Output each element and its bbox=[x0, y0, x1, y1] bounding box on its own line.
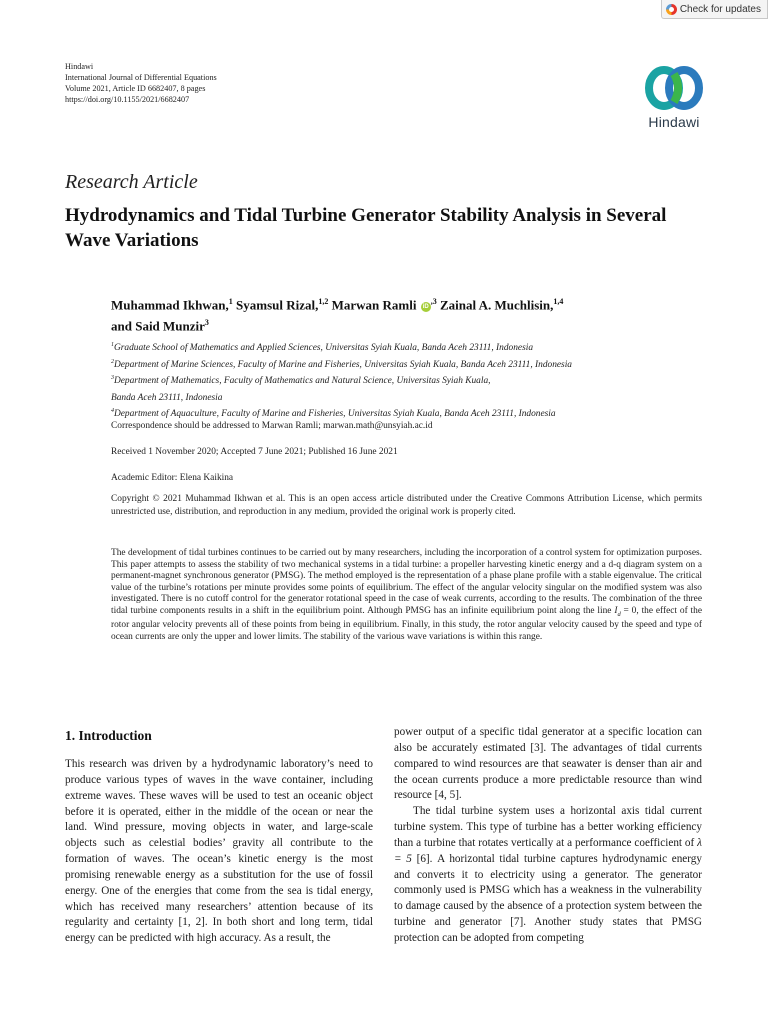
volume-info: Volume 2021, Article ID 6682407, 8 pages bbox=[65, 84, 206, 93]
logo-wordmark: Hindawi bbox=[648, 114, 700, 130]
author-affiliation-sup: 1,4 bbox=[553, 297, 564, 306]
author-list bbox=[111, 293, 711, 336]
affiliation-sup: 3 bbox=[111, 375, 114, 382]
affiliation-text: Graduate School of Mathematics and Applied Sciences, Universitas Syiah Kuala, Banda Aceh 23111, Indonesia bbox=[114, 343, 534, 354]
intro-paragraph: This research was driven by a hydrodynamic laboratory’s need to produce various types of waves in the wave container, including extreme waves. These waves will be used to test an oceanic object before it is operated, either in the middle of the ocean or near the land. Wind pressure, moving objects in water, and large-scale objects such as celestial bodies’ gravity all contribute to the formation of waves. The ocean’s kinetic energy is the most promising renewable energy as a substitution for the use of fossil energy. One of the energies that come from the sea is tidal energy, which has received many researchers’ attention because of its regularity and certainty [1, 2]. In both short and long term, tidal energy can be predicted with high accuracy. As a result, the bbox=[65, 758, 373, 945]
copyright-notice: Copyright © 2021 Muhammad Ikhwan et al. This is an open access article distributed under the Creative Commons Attribution License, which permits unrestricted use, distribution, and reproduction in any medium, provided the original work is properly cited. bbox=[111, 494, 702, 517]
affiliation-text: Banda Aceh 23111, Indonesia bbox=[111, 392, 223, 403]
math-subscript: d bbox=[617, 610, 621, 618]
affiliations bbox=[111, 339, 711, 422]
publication-dates: Received 1 November 2020; Accepted 7 June 2021; Published 16 June 2021 bbox=[111, 447, 398, 457]
affiliation-line bbox=[111, 356, 711, 373]
author-name[interactable]: Syamsul Rizal, bbox=[236, 297, 319, 313]
author-name[interactable]: Zainal A. Muchlisin, bbox=[439, 297, 554, 313]
author-name[interactable]: Muhammad Ikhwan, bbox=[111, 297, 229, 313]
intro-paragraph bbox=[394, 804, 702, 947]
check-for-updates-label: Check for updates bbox=[679, 3, 761, 15]
section-heading: 1. Introduction bbox=[65, 728, 152, 743]
crossmark-icon bbox=[666, 4, 677, 15]
affiliation-text: Department of Aquaculture, Faculty of Marine and Fisheries, Universitas Syiah Kuala, Banda Aceh 23111, Indonesia bbox=[114, 409, 556, 420]
abstract-text: , the effect of the rotor angular velocity prevents all of these points from being in equilibrium. Finally, in this study, the rotor angular velocity caused by the speed and type of ocean currents are only the upper and lower limits. The stability of the various wave variations is within this range. bbox=[111, 605, 702, 643]
orcid-icon[interactable]: iD bbox=[422, 304, 429, 311]
publisher-name: Hindawi bbox=[65, 62, 94, 71]
author-affiliation-sup: 3 bbox=[204, 318, 209, 328]
paragraph-text: The tidal turbine system uses a horizontal axis tidal current turbine system. This type of turbine has a better working efficiency than a turbine that rotates vertically at a performance coefficient of bbox=[394, 805, 702, 849]
left-column bbox=[65, 727, 373, 947]
correspondence: Correspondence should be addressed to Marwan Ramli; marwan.math@unsyiah.ac.id bbox=[111, 421, 433, 431]
author-affiliation-sup: 1,2 bbox=[318, 297, 329, 306]
affiliation-sup: 1 bbox=[111, 342, 114, 348]
abstract-text: The development of tidal turbines continues to be carried out by many researchers, including the incorporation of a control system for optimization purposes. This paper attempts to assess the stability of two mechanical systems in a tidal turbine: a propeller harvesting kinetic energy and a d-q diagram system on a permanent-magnet synchronous generator (PMSG). The method employed is the representation of a phase plane profile with a stable eigenvalue. The critical value of the turbine’s rotations per minute provides some points of equilibrium. The effect of the angular velocity singular on the modified system was also investigated. There is no cutoff control for the generator rotational speed in the case of weak currents, according to the results. The combination of the three tidal turbine components results in a shift in the equilibrium point. Although PMSG has an infinite equilibrium point along the line bbox=[111, 548, 702, 616]
intro-paragraph: power output of a specific tidal generator at a specific location can also be accurately estimated [3]. The advantages of tidal currents compared to wind resources are that seawater is denser than air and the ocean currents produce a more predictable resource than wind resource [4, 5]. bbox=[394, 726, 702, 802]
hindawi-logo-icon bbox=[642, 62, 706, 114]
author-name[interactable]: and Said Munzir bbox=[111, 318, 205, 334]
author-name[interactable]: Marwan Ramli bbox=[331, 297, 417, 313]
abstract bbox=[111, 548, 702, 644]
affiliation-text: Department of Mathematics, Faculty of Mathematics and Natural Science, Universitas Syiah Kuala, bbox=[114, 376, 491, 387]
affiliation-line bbox=[111, 372, 711, 389]
math-variable: I bbox=[614, 605, 618, 616]
article-type: Research Article bbox=[65, 171, 198, 193]
affiliation-line bbox=[111, 389, 711, 406]
hindawi-logo bbox=[636, 62, 712, 130]
affiliation-text: Department of Marine Sciences, Faculty of Marine and Fisheries, Universitas Syiah Kuala, Banda Aceh 23111, Indonesia bbox=[114, 359, 572, 370]
journal-name: International Journal of Differential Equations bbox=[65, 73, 217, 82]
check-for-updates-button[interactable] bbox=[661, 0, 768, 19]
journal-info bbox=[65, 61, 217, 105]
math-expression: λ = 5 bbox=[394, 836, 702, 865]
author-affiliation-sup: 1 bbox=[228, 297, 233, 306]
author-affiliation-sup: ,3 bbox=[430, 297, 437, 306]
paper-title: Hydrodynamics and Tidal Turbine Generator Stability Analysis in Several Wave Variations bbox=[65, 205, 667, 251]
paragraph-text: [6]. A horizontal tidal turbine captures hydrodynamic energy and converts it to electricity using a generator. The generator commonly used is PMSG which has a weakness in the vulnerability to damage caused by the absence of a protection system between the turbine and generator [7]. Another study states that PMSG protection can be adopted from competing bbox=[394, 852, 702, 944]
affiliation-line bbox=[111, 339, 711, 356]
affiliation-sup: 2 bbox=[111, 358, 114, 365]
right-column bbox=[394, 725, 702, 947]
academic-editor: Academic Editor: Elena Kaikina bbox=[111, 473, 234, 483]
math-equation: = 0 bbox=[620, 605, 637, 616]
doi-link[interactable]: https://doi.org/10.1155/2021/6682407 bbox=[65, 95, 190, 104]
affiliation-sup: 4 bbox=[111, 408, 114, 415]
